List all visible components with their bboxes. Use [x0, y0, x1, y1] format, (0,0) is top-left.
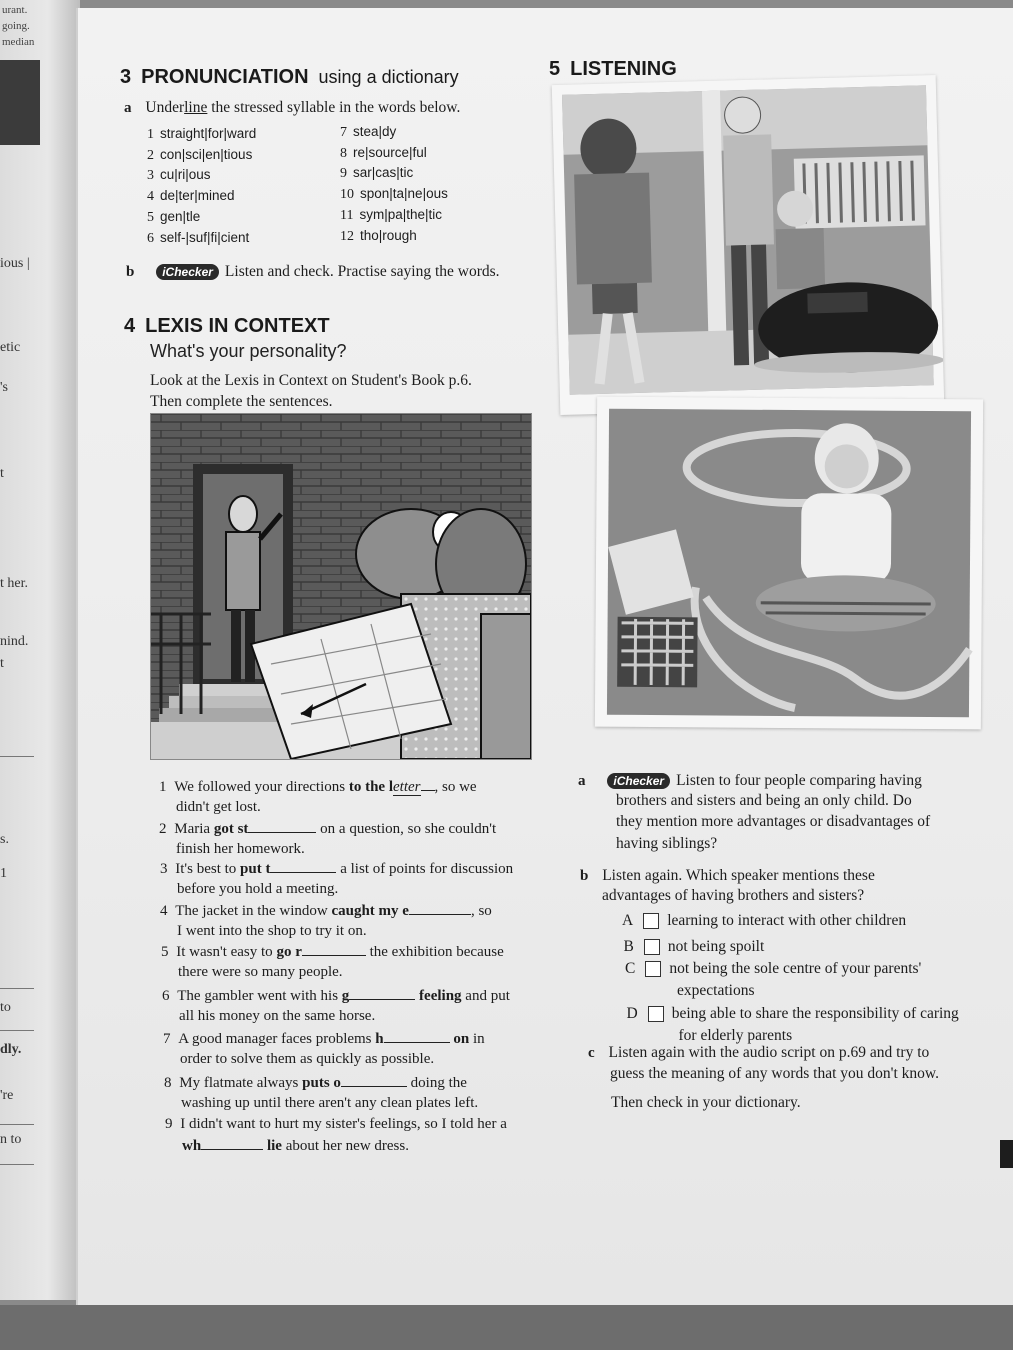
option-row: [627, 1005, 959, 1023]
left-rule: [0, 756, 34, 757]
left-fragment: going.: [2, 20, 30, 32]
pronunciation-b-instruction: [126, 263, 500, 281]
left-fragment: ious |: [0, 256, 30, 271]
sentence-line: [159, 778, 477, 796]
answer-checkbox[interactable]: [645, 961, 661, 977]
ichecker-badge: iChecker: [607, 773, 670, 789]
answer-blank[interactable]: [349, 987, 415, 1000]
option-row: [625, 960, 921, 978]
listening-a-instruction: [578, 772, 922, 790]
word-number: 8: [340, 145, 347, 161]
option-text: not being spoilt: [667, 938, 765, 955]
left-rule: [0, 1030, 34, 1031]
illustration-svg: [151, 414, 531, 759]
instruction-underlined: line: [184, 99, 208, 116]
exercise-letter: b: [126, 264, 135, 280]
section-title: LISTENING: [570, 58, 677, 80]
exercise-letter: c: [588, 1045, 595, 1061]
sentence-text: there were so many people.: [178, 964, 343, 980]
option-text-line: expectations: [677, 982, 755, 999]
sentence-line: [179, 1008, 375, 1025]
section-subtitle: using a dictionary: [318, 67, 459, 87]
left-fragment: to: [0, 1000, 11, 1015]
instruction-line: Then check in your dictionary.: [611, 1094, 801, 1111]
sentence-phrase: caught my e: [331, 903, 409, 919]
sentence-text: order to solve them as quickly as possible.: [180, 1051, 435, 1067]
word-text: cu|ri|ous: [160, 167, 211, 183]
sentence-text: My flatmate always: [179, 1075, 303, 1091]
sentence-text: on a question, so she couldn't: [316, 821, 497, 837]
left-fragment: n to: [0, 1132, 22, 1147]
sentence-phrase: wh: [182, 1138, 202, 1154]
sentence-number: 3: [160, 861, 168, 877]
sentence-line: [162, 987, 510, 1005]
sentence-number: 7: [163, 1031, 171, 1047]
sentence-text: Maria: [174, 821, 214, 837]
ichecker-badge: iChecker: [156, 264, 219, 280]
left-fragment: urant.: [2, 4, 28, 16]
word-item: [340, 165, 413, 182]
word-number: 2: [147, 147, 154, 163]
word-number: 12: [340, 228, 354, 244]
sentence-number: 9: [165, 1116, 173, 1132]
exercise-letter: b: [580, 868, 589, 884]
sentence-text: It's best to: [175, 861, 241, 877]
option-row: [622, 912, 906, 930]
photo-girl-with-train-set: [595, 397, 983, 730]
answer-blank[interactable]: [341, 1074, 407, 1087]
word-item: [340, 228, 417, 245]
photo1-svg: [552, 75, 945, 415]
sentence-line: [163, 1030, 485, 1048]
sentence-text: , so: [470, 903, 492, 919]
sentence-text: finish her homework.: [176, 841, 305, 857]
word-text: spon|ta|ne|ous: [360, 186, 448, 202]
sentence-phrase: lie: [263, 1138, 282, 1154]
answer-blank[interactable]: [270, 860, 336, 873]
sentence-text: before you hold a meeting.: [177, 881, 339, 897]
instruction-line: guess the meaning of any words that you don't know.: [610, 1065, 939, 1082]
sentence-text: , so we: [434, 779, 477, 795]
sentence-number: 8: [164, 1075, 172, 1091]
sentence-phrase: go r: [276, 944, 302, 960]
word-number: 5: [147, 209, 154, 225]
table-surface: [0, 1305, 1013, 1350]
sentence-text: I went into the shop to try it on.: [177, 923, 367, 939]
left-fragment: nind.: [0, 634, 29, 649]
instruction-text: Listen and check. Practise saying the words.: [224, 263, 500, 280]
section-number: 5: [549, 58, 561, 80]
sentence-text: A good manager faces problems: [178, 1031, 376, 1047]
sentence-text: and put: [461, 988, 510, 1004]
word-item: [147, 167, 211, 184]
word-text: self-|suf|fi|cient: [160, 229, 250, 245]
sentence-number: 5: [161, 944, 169, 960]
photo2-svg: [595, 397, 983, 730]
sentence-phrase: puts o: [302, 1075, 341, 1091]
left-rule: [0, 1124, 34, 1125]
sentence-line: [176, 841, 305, 858]
word-item: [340, 145, 427, 162]
word-text: straight|for|ward: [160, 126, 257, 141]
instruction-text: the stressed syllable in the words below.: [207, 99, 461, 116]
option-letter: D: [626, 1005, 638, 1022]
sentence-phrase: feeling: [415, 988, 462, 1004]
word-text: sym|pa|the|tic: [359, 206, 443, 222]
photo-children-playing: [552, 75, 945, 415]
left-fragment: median: [2, 36, 35, 48]
word-text: gen|tle: [160, 208, 201, 224]
sentence-line: [182, 1137, 409, 1155]
sentence-line: [165, 1116, 507, 1133]
left-page-dark-block: [0, 60, 40, 145]
sentence-text: a list of points for discussion: [336, 861, 514, 877]
instruction-line: brothers and sisters and being an only child. Do: [616, 792, 912, 809]
word-item: [147, 230, 249, 247]
word-item: [147, 209, 200, 226]
word-number: 11: [340, 207, 354, 223]
instruction-line: they mention more advantages or disadvantages of: [616, 813, 931, 830]
left-rule: [0, 1164, 34, 1165]
word-text: re|source|ful: [353, 144, 427, 160]
answer-checkbox[interactable]: [648, 1006, 664, 1022]
listening-heading: [549, 58, 677, 81]
sentence-text: in: [469, 1031, 485, 1047]
word-item: [147, 188, 235, 205]
sentence-line: [161, 943, 504, 961]
sentence-text: all his money on the same horse.: [179, 1008, 376, 1024]
option-text: being able to share the responsibility of caring: [671, 1005, 959, 1022]
left-fragment: 're: [0, 1088, 14, 1103]
lexis-subtitle: What's your personality?: [150, 341, 347, 361]
sentence-text: We followed your directions: [174, 779, 349, 795]
sentence-phrase: on: [449, 1031, 470, 1047]
word-text: tho|rough: [360, 227, 417, 243]
answer-blank[interactable]: [201, 1137, 263, 1150]
sentence-line: [160, 902, 492, 920]
word-item: [147, 126, 256, 143]
word-text: de|ter|mined: [160, 188, 235, 204]
page-edge-tab: [1000, 1140, 1013, 1168]
left-fragment: t: [0, 656, 4, 671]
sentence-phrase: h: [375, 1031, 384, 1047]
option-text: learning to interact with other children: [667, 912, 907, 929]
word-number: 9: [340, 166, 347, 182]
word-item: [147, 147, 252, 164]
sentence-text: The jacket in the window: [175, 903, 332, 919]
answer-blank[interactable]: [248, 820, 316, 833]
lexis-instruction-line: Look at the Lexis in Context on Student's Book p.6.: [150, 372, 472, 389]
word-number: 6: [147, 230, 154, 246]
option-text-line: for elderly parents: [678, 1027, 793, 1044]
option-letter: B: [623, 938, 634, 955]
word-number: 4: [147, 189, 154, 205]
sentence-line: [181, 1095, 478, 1112]
option-text: not being the sole centre of your parents': [669, 960, 922, 977]
word-number: 1: [147, 127, 154, 142]
answer-blank-rest: [421, 778, 435, 791]
listening-c-instruction: [588, 1044, 929, 1062]
left-facing-page: [0, 0, 80, 1300]
section-title: PRONUNCIATION: [141, 66, 309, 88]
sentence-text: It wasn't easy to: [176, 944, 277, 960]
pronunciation-a-instruction: [124, 99, 460, 117]
option-letter: C: [625, 960, 636, 977]
answer-checkbox[interactable]: [643, 913, 659, 929]
illustration-men-with-map: [150, 413, 532, 760]
instruction-text: Listen to four people comparing having: [676, 772, 922, 789]
sentence-text: about her new dress.: [281, 1138, 409, 1154]
sentence-line: [176, 799, 261, 816]
word-item: [340, 124, 396, 141]
listening-b-instruction: [580, 867, 875, 885]
sentence-phrase: put t: [240, 861, 271, 877]
sentence-phrase: got st: [213, 821, 249, 837]
section-title: LEXIS IN CONTEXT: [145, 315, 330, 337]
instruction-line: having siblings?: [616, 835, 718, 852]
sentence-number: 6: [162, 988, 170, 1004]
sentence-text: The gambler went with his: [177, 988, 342, 1004]
instruction-text: Listen again. Which speaker mentions these: [602, 867, 875, 884]
lexis-instruction-line: Then complete the sentences.: [150, 393, 333, 410]
instruction-text: Listen again with the audio script on p.69 and try to: [608, 1044, 930, 1061]
word-number: 3: [147, 168, 154, 184]
exercise-letter: a: [578, 773, 586, 789]
sentence-text: I didn't want to hurt my sister's feelings, so I told her a: [180, 1116, 507, 1132]
sentence-line: [177, 881, 338, 898]
sentence-phrase: g: [341, 988, 350, 1004]
sentence-line: [160, 860, 513, 878]
sentence-line: [178, 964, 343, 981]
exercise-letter: a: [124, 100, 132, 116]
sentence-line: [159, 820, 496, 838]
word-item: [340, 186, 448, 203]
sentence-text: didn't get lost.: [176, 799, 261, 815]
left-fragment: 1: [0, 866, 7, 881]
word-text: sar|cas|tic: [353, 165, 414, 181]
option-letter: A: [622, 912, 634, 929]
sentence-phrase: to the l: [348, 779, 394, 795]
instruction-line: advantages of having brothers and sisters?: [602, 887, 865, 904]
sentence-line: [177, 923, 367, 940]
left-fragment: s.: [0, 832, 9, 847]
sentence-number: 2: [159, 821, 167, 837]
word-text: con|sci|en|tious: [160, 146, 253, 162]
word-text: stea|dy: [353, 124, 397, 139]
section-number: 4: [124, 315, 136, 337]
sentence-text: washing up until there aren't any clean plates left.: [181, 1095, 479, 1111]
word-number: 7: [340, 125, 347, 140]
left-fragment: etic: [0, 340, 21, 355]
sentence-text: the exhibition because: [365, 944, 504, 960]
pronunciation-heading: [120, 66, 459, 89]
section-number: 3: [120, 66, 132, 88]
left-fragment: t her.: [0, 576, 28, 591]
instruction-text: Under: [145, 99, 185, 116]
sentence-text: doing the: [406, 1075, 467, 1091]
answer-checkbox[interactable]: [644, 939, 660, 955]
left-fragment: t: [0, 466, 4, 481]
answer-blank[interactable]: etter: [393, 779, 421, 795]
answer-blank[interactable]: [302, 943, 366, 956]
sentence-number: 4: [160, 903, 168, 919]
sentence-number: 1: [159, 779, 167, 795]
sentence-line: [164, 1074, 467, 1092]
lexis-heading: [124, 315, 330, 338]
left-fragment: 's: [0, 380, 8, 395]
left-rule: [0, 988, 34, 989]
word-item: [340, 207, 442, 224]
answer-blank[interactable]: [409, 902, 471, 915]
answer-blank[interactable]: [384, 1030, 450, 1043]
option-row: [624, 938, 765, 956]
left-fragment: dly.: [0, 1042, 22, 1057]
word-number: 10: [340, 187, 354, 203]
sentence-line: [180, 1051, 434, 1068]
